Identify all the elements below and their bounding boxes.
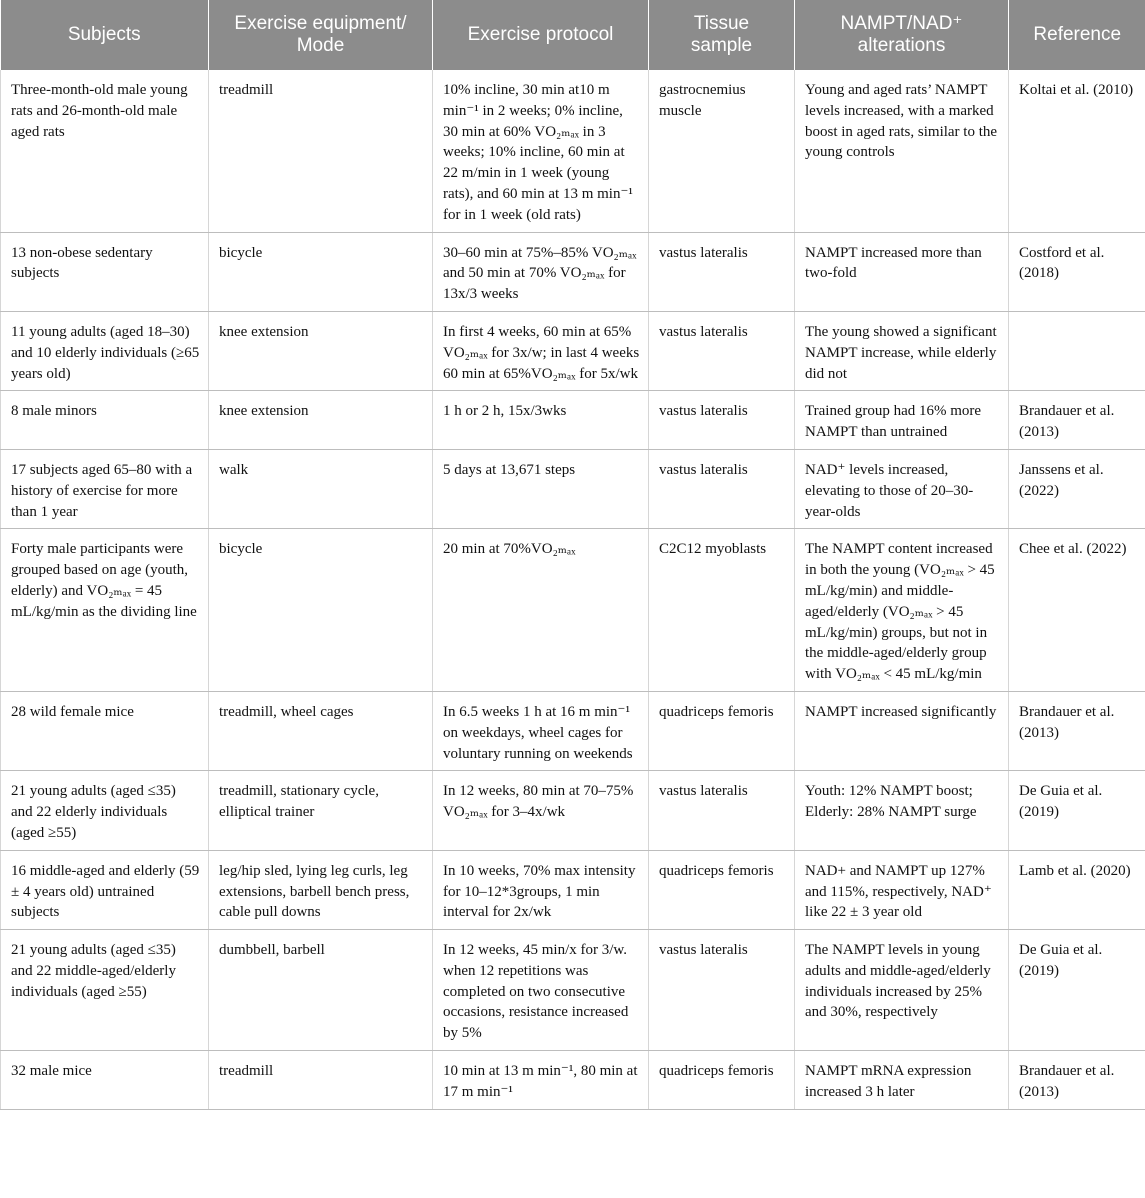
table-row — [1, 1051, 1145, 1110]
table-row — [1, 449, 1145, 528]
cell-tissue: vastus lateralis — [649, 930, 795, 1051]
cell-alterations: The NAMPT levels in young adults and middle-aged/elderly individuals increased by 25% and 30%, respectively — [795, 930, 1009, 1051]
header-reference: Reference — [1009, 0, 1145, 70]
cell-alterations: NAD⁺ levels increased, elevating to those of 20–30-year-olds — [795, 449, 1009, 528]
cell-equipment: knee extension — [209, 391, 433, 450]
cell-protocol: In 6.5 weeks 1 h at 16 m min⁻¹ on weekdays, wheel cages for voluntary running on weekends — [433, 691, 649, 770]
cell-tissue: C2C12 myoblasts — [649, 529, 795, 692]
table-body — [1, 70, 1145, 1109]
cell-protocol: In 12 weeks, 80 min at 70–75% VO₂ₘₐₓ for 3–4x/wk — [433, 771, 649, 850]
cell-protocol: 1 h or 2 h, 15x/3wks — [433, 391, 649, 450]
table-row — [1, 70, 1145, 232]
cell-protocol: In 10 weeks, 70% max intensity for 10–12*3groups, 1 min interval for 2x/wk — [433, 850, 649, 929]
cell-equipment: bicycle — [209, 232, 433, 311]
cell-tissue: vastus lateralis — [649, 449, 795, 528]
cell-subjects: Three-month-old male young rats and 26-month-old male aged rats — [1, 70, 209, 232]
header-equipment-mode: Exercise equipment/ Mode — [209, 0, 433, 70]
cell-protocol: 30–60 min at 75%–85% VO₂ₘₐₓ and 50 min at 70% VO₂ₘₐₓ for 13x/3 weeks — [433, 232, 649, 311]
cell-subjects: 13 non-obese sedentary subjects — [1, 232, 209, 311]
cell-equipment: bicycle — [209, 529, 433, 692]
cell-equipment: treadmill — [209, 1051, 433, 1110]
cell-subjects: 28 wild female mice — [1, 691, 209, 770]
cell-protocol: In first 4 weeks, 60 min at 65% VO₂ₘₐₓ for 3x/w; in last 4 weeks 60 min at 65%VO₂ₘₐₓ for 5x/wk — [433, 311, 649, 390]
cell-reference — [1009, 311, 1145, 390]
cell-subjects: 16 middle-aged and elderly (59 ± 4 years old) untrained subjects — [1, 850, 209, 929]
cell-equipment: knee extension — [209, 311, 433, 390]
cell-reference: Koltai et al. (2010) — [1009, 70, 1145, 232]
cell-alterations: Youth: 12% NAMPT boost; Elderly: 28% NAMPT surge — [795, 771, 1009, 850]
cell-protocol: 20 min at 70%VO₂ₘₐₓ — [433, 529, 649, 692]
table-row — [1, 391, 1145, 450]
cell-tissue: quadriceps femoris — [649, 1051, 795, 1110]
cell-tissue: vastus lateralis — [649, 771, 795, 850]
table-row — [1, 311, 1145, 390]
cell-reference: Janssens et al. (2022) — [1009, 449, 1145, 528]
cell-subjects: 21 young adults (aged ≤35) and 22 elderly individuals (aged ≥55) — [1, 771, 209, 850]
cell-alterations: Trained group had 16% more NAMPT than untrained — [795, 391, 1009, 450]
cell-reference: Brandauer et al. (2013) — [1009, 391, 1145, 450]
cell-subjects: 8 male minors — [1, 391, 209, 450]
cell-equipment: dumbbell, barbell — [209, 930, 433, 1051]
cell-subjects: Forty male participants were grouped based on age (youth, elderly) and VO₂ₘₐₓ = 45 mL/kg/min as the dividing line — [1, 529, 209, 692]
cell-reference: Lamb et al. (2020) — [1009, 850, 1145, 929]
table-header — [1, 0, 1145, 70]
cell-alterations: The young showed a significant NAMPT increase, while elderly did not — [795, 311, 1009, 390]
cell-reference: De Guia et al. (2019) — [1009, 771, 1145, 850]
cell-subjects: 21 young adults (aged ≤35) and 22 middle-aged/elderly individuals (aged ≥55) — [1, 930, 209, 1051]
cell-subjects: 32 male mice — [1, 1051, 209, 1110]
cell-alterations: NAD+ and NAMPT up 127% and 115%, respectively, NAD⁺ like 22 ± 3 year old — [795, 850, 1009, 929]
cell-protocol: 5 days at 13,671 steps — [433, 449, 649, 528]
cell-protocol: 10 min at 13 m min⁻¹, 80 min at 17 m min⁻¹ — [433, 1051, 649, 1110]
cell-alterations: The NAMPT content increased in both the young (VO₂ₘₐₓ > 45 mL/kg/min) and middle-aged/elderly (VO₂ₘₐₓ > 45 mL/kg/min) groups, but not in the middle-aged/elderly group with VO₂ₘₐₓ < 45 mL/kg/min — [795, 529, 1009, 692]
cell-equipment: leg/hip sled, lying leg curls, leg extensions, barbell bench press, cable pull downs — [209, 850, 433, 929]
cell-alterations: Young and aged rats’ NAMPT levels increased, with a marked boost in aged rats, similar to the young controls — [795, 70, 1009, 232]
cell-equipment: treadmill — [209, 70, 433, 232]
cell-protocol: In 12 weeks, 45 min/x for 3/w. when 12 repetitions was completed on two consecutive occasions, resistance increased by 5% — [433, 930, 649, 1051]
table-row — [1, 232, 1145, 311]
cell-alterations: NAMPT increased more than two-fold — [795, 232, 1009, 311]
cell-reference: De Guia et al. (2019) — [1009, 930, 1145, 1051]
cell-reference: Costford et al. (2018) — [1009, 232, 1145, 311]
table-row — [1, 850, 1145, 929]
cell-equipment: treadmill, wheel cages — [209, 691, 433, 770]
cell-tissue: vastus lateralis — [649, 311, 795, 390]
header-row — [1, 0, 1145, 70]
cell-alterations: NAMPT increased significantly — [795, 691, 1009, 770]
cell-equipment: walk — [209, 449, 433, 528]
cell-tissue: quadriceps femoris — [649, 691, 795, 770]
table-row — [1, 529, 1145, 692]
table-row — [1, 771, 1145, 850]
cell-tissue: vastus lateralis — [649, 391, 795, 450]
cell-tissue: gastrocnemius muscle — [649, 70, 795, 232]
cell-tissue: quadriceps femoris — [649, 850, 795, 929]
cell-equipment: treadmill, stationary cycle, elliptical trainer — [209, 771, 433, 850]
cell-subjects: 17 subjects aged 65–80 with a history of exercise for more than 1 year — [1, 449, 209, 528]
cell-reference: Brandauer et al. (2013) — [1009, 691, 1145, 770]
cell-subjects: 11 young adults (aged 18–30) and 10 elderly individuals (≥65 years old) — [1, 311, 209, 390]
header-alterations: NAMPT/NAD⁺ alterations — [795, 0, 1009, 70]
cell-alterations: NAMPT mRNA expression increased 3 h later — [795, 1051, 1009, 1110]
cell-reference: Chee et al. (2022) — [1009, 529, 1145, 692]
table-row — [1, 930, 1145, 1051]
table-row — [1, 691, 1145, 770]
header-protocol: Exercise protocol — [433, 0, 649, 70]
cell-tissue: vastus lateralis — [649, 232, 795, 311]
cell-protocol: 10% incline, 30 min at10 m min⁻¹ in 2 weeks; 0% incline, 30 min at 60% VO₂ₘₐₓ in 3 weeks; 10% incline, 60 min at 22 m/min in 1 week (young rats), and 60 min at 13 m min⁻¹ for in 1 week (old rats) — [433, 70, 649, 232]
header-tissue-sample: Tissue sample — [649, 0, 795, 70]
cell-reference: Brandauer et al. (2013) — [1009, 1051, 1145, 1110]
header-subjects: Subjects — [1, 0, 209, 70]
